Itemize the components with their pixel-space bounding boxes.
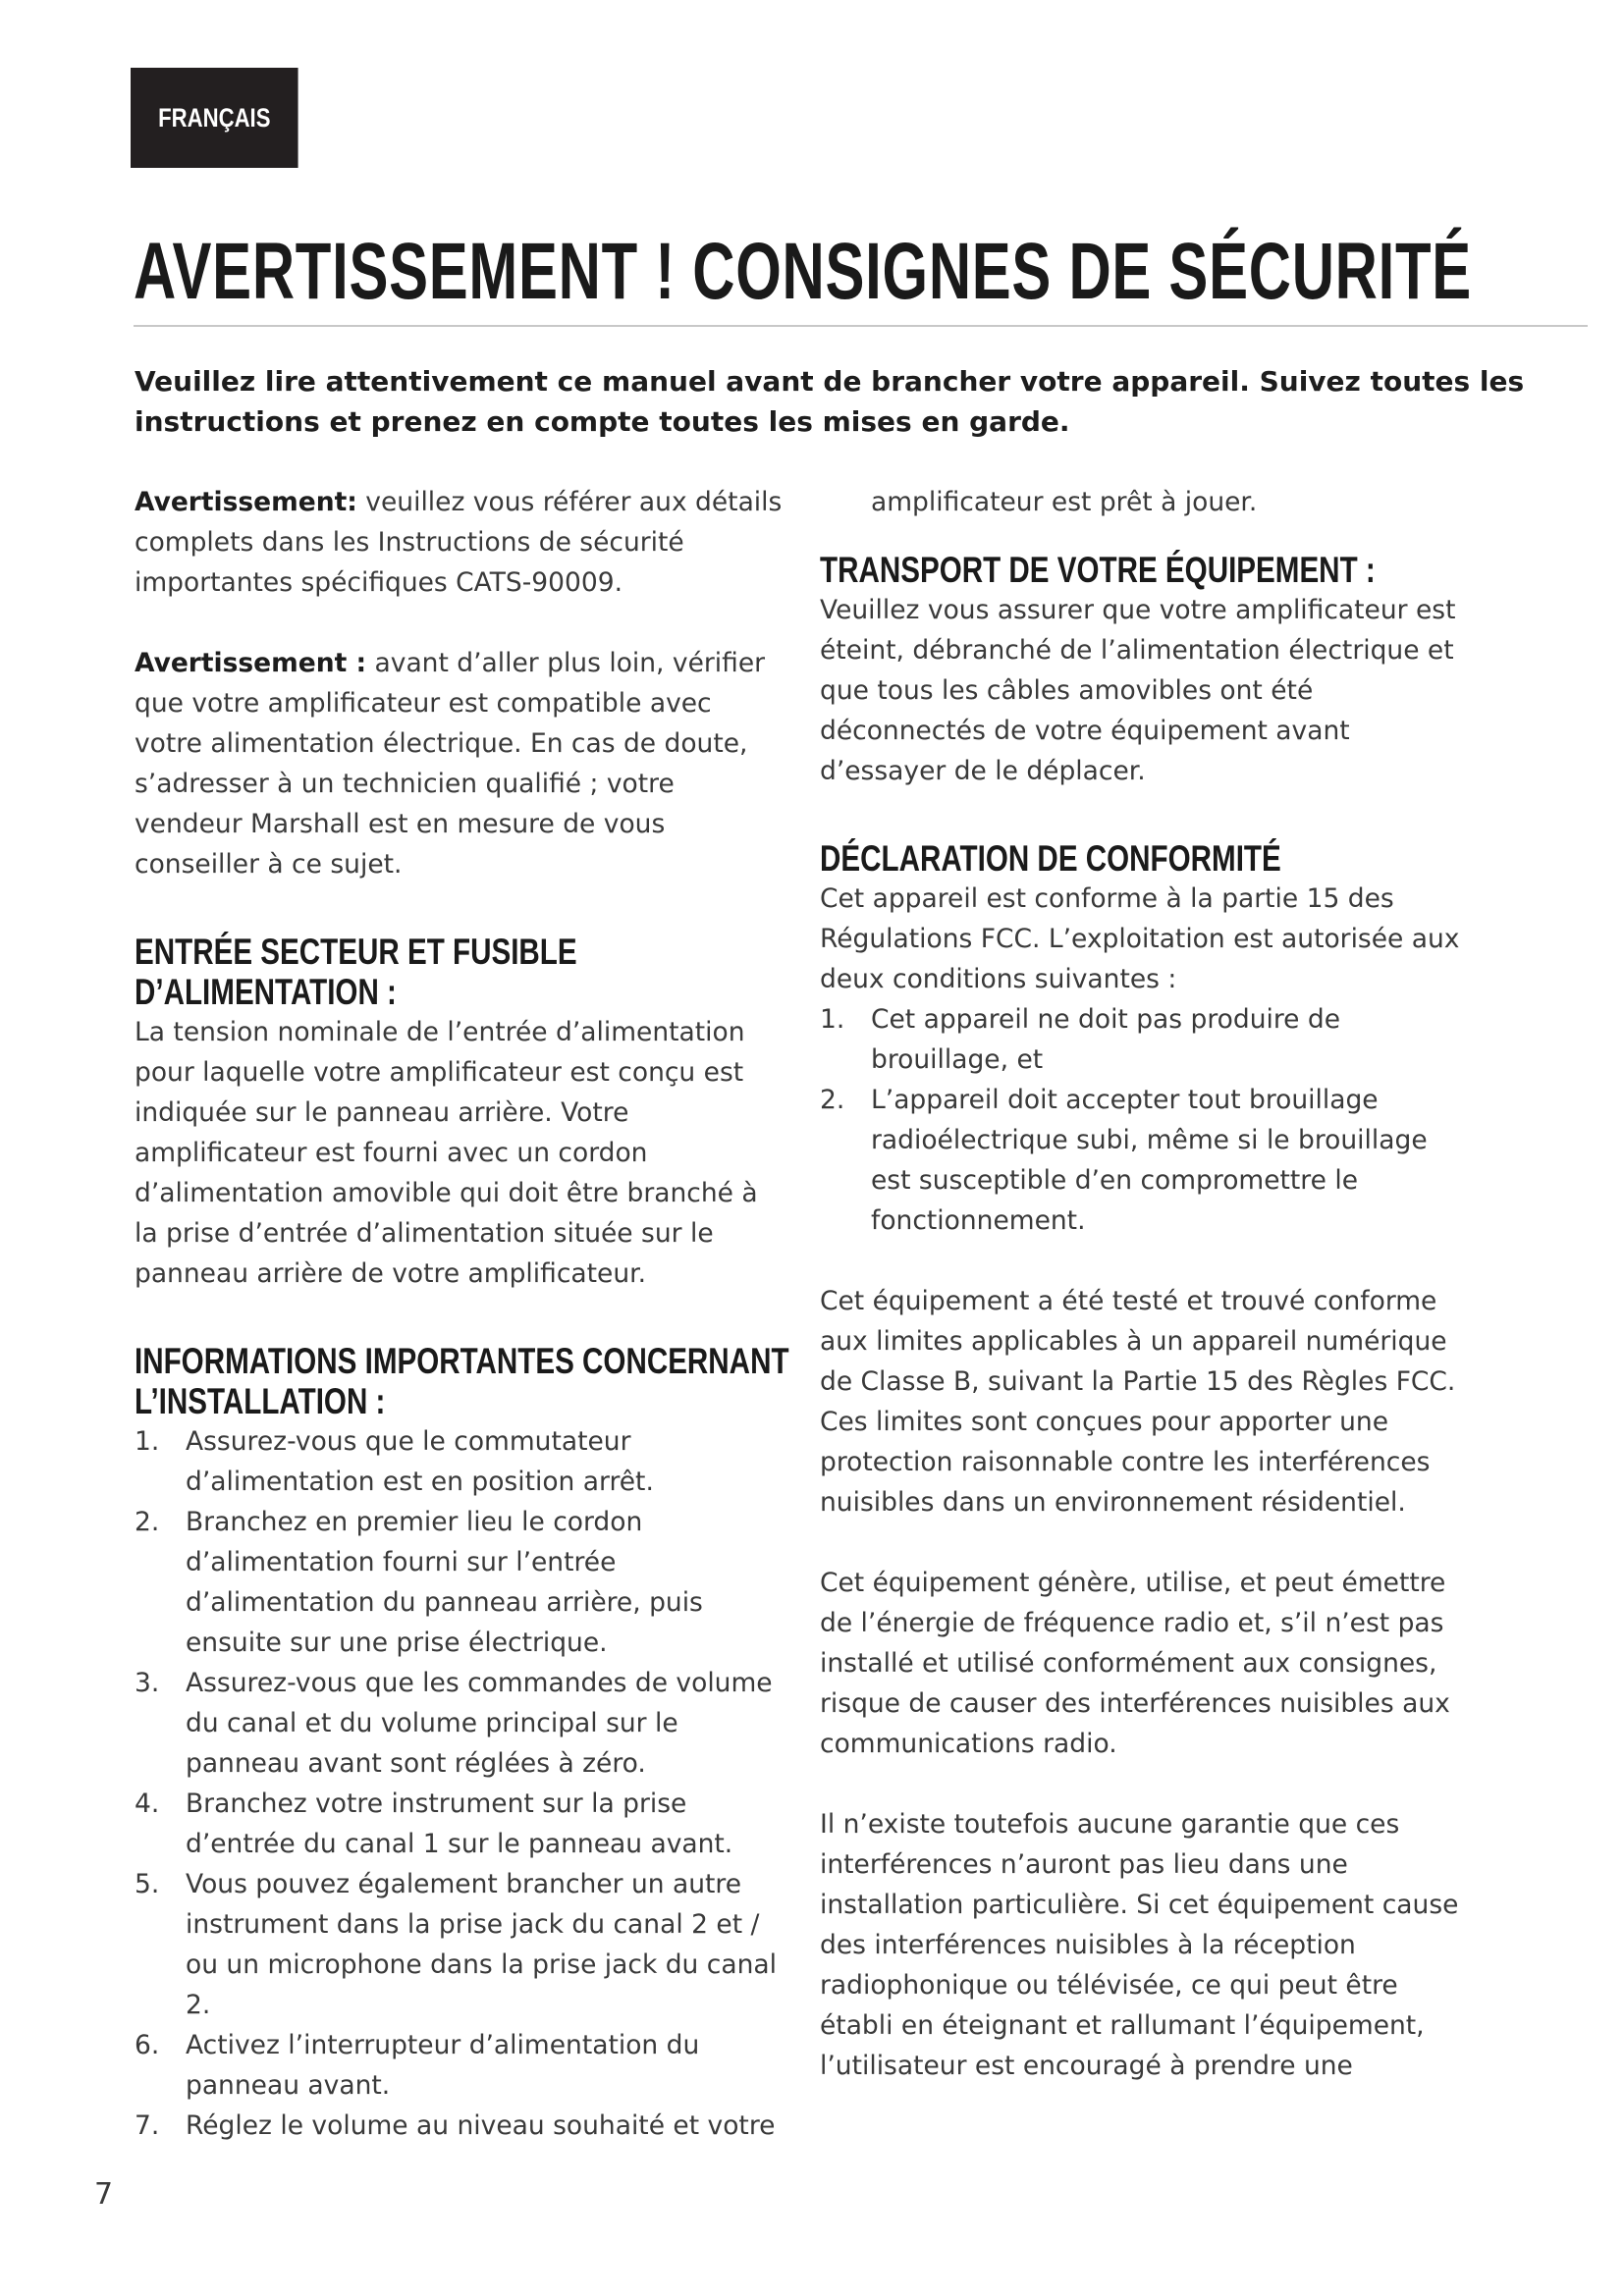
list-text: Branchez en premier lieu le cordon d’alimentation fourni sur l’entrée d’alimentation du panneau arrière, puis ensuite sur une prise électrique. bbox=[186, 1507, 703, 1658]
transport-paragraph: Veuillez vous assurer que votre amplificateur est éteint, débranché de l’alimentation électrique et que tous les câbles amovibles ont été déconnectés de votre équipement avant d’essayer de le déplacer. bbox=[820, 595, 1456, 786]
tested-paragraph: Cet équipement a été testé et trouvé conforme aux limites applicables à un appareil numérique de Classe B, suivant la Partie 15 des Règles FCC. Ces limites sont conçues pour apporter une protection raisonnable contre les interférences nuisibles dans un environnement résidentiel. bbox=[820, 1286, 1456, 1518]
list-text: Activez l’interrupteur d’alimentation du panneau avant. bbox=[186, 2030, 700, 2101]
list-number: 2. bbox=[820, 1085, 845, 1115]
page-title: AVERTISSEMENT ! CONSIGNES DE SÉCURITÉ bbox=[134, 227, 1472, 316]
list-text: Assurez-vous que les commandes de volume du canal et du volume principal sur le panneau avant sont réglées à zéro. bbox=[186, 1668, 773, 1779]
list-text: Vous pouvez également brancher un autre instrument dans la prise jack du canal 2 et / ou un microphone dans la prise jack du canal 2. bbox=[186, 1869, 777, 2020]
list-item bbox=[135, 1502, 783, 1663]
list-text: Réglez le volume au niveau souhaité et votre bbox=[186, 2110, 776, 2141]
warning-text: avant d’aller plus loin, vérifier que votre amplificateur est compatible avec votre alimentation électrique. En cas de doute, s’adresser à un technicien qualifié ; votre vendeur Marshall est en mesure de vous conseiller à ce sujet. bbox=[135, 648, 766, 880]
conformity-conditions bbox=[820, 999, 1468, 1241]
list-item bbox=[135, 1784, 783, 1864]
list-item bbox=[820, 999, 1468, 1080]
list-number: 1. bbox=[135, 1426, 160, 1457]
list-number: 7. bbox=[135, 2110, 160, 2141]
list-number: 4. bbox=[135, 1789, 160, 1819]
warning-label: Avertissement: bbox=[135, 487, 357, 517]
list-number: 1. bbox=[820, 1004, 845, 1035]
list-text: L’appareil doit accepter tout brouillage radioélectrique subi, même si le brouillage est susceptible d’en compromettre le fonctionnement. bbox=[871, 1085, 1428, 1236]
list-item bbox=[135, 1663, 783, 1784]
mains-heading-line-2: D’ALIMENTATION : bbox=[135, 972, 397, 1012]
continuation-text: amplificateur est prêt à jouer. bbox=[871, 487, 1258, 517]
list-number: 6. bbox=[135, 2030, 160, 2060]
installation-heading-line-1: INFORMATIONS IMPORTANTES CONCERNANT bbox=[135, 1341, 789, 1381]
language-tab: FRANÇAIS bbox=[131, 68, 298, 168]
list-text: Cet appareil ne doit pas produire de brouillage, et bbox=[871, 1004, 1341, 1075]
mains-heading bbox=[135, 932, 653, 1012]
mains-heading-line-1: ENTRÉE SECTEUR ET FUSIBLE bbox=[135, 932, 577, 972]
list-item bbox=[135, 2025, 783, 2106]
transport-heading: TRANSPORT DE VOTRE ÉQUIPEMENT : bbox=[820, 550, 1376, 590]
conformity-heading: DÉCLARATION DE CONFORMITÉ bbox=[820, 838, 1281, 879]
list-text: Assurez-vous que le commutateur d’alimentation est en position arrêt. bbox=[186, 1426, 654, 1497]
warning-text: veuillez vous référer aux détails complets dans les Instructions de sécurité importantes spécifiques CATS-90009. bbox=[135, 487, 783, 598]
title-divider bbox=[134, 325, 1588, 327]
left-column bbox=[135, 482, 789, 2146]
installation-heading bbox=[135, 1341, 789, 1421]
emission-paragraph: Cet équipement génère, utilise, et peut émettre de l’énergie de fréquence radio et, s’il n’est pas installé et utilisé conformément aux consignes, risque de causer des interférences nuisibles aux communications radio. bbox=[820, 1568, 1450, 1759]
list-text: Branchez votre instrument sur la prise d’entrée du canal 1 sur le panneau avant. bbox=[186, 1789, 733, 1859]
installation-steps bbox=[135, 1421, 783, 2146]
list-item bbox=[820, 1080, 1468, 1241]
list-number: 5. bbox=[135, 1869, 160, 1899]
intro-paragraph: Veuillez lire attentivement ce manuel avant de brancher votre appareil. Suivez toutes les instructions et prenez en compte toutes les mises en garde. bbox=[135, 365, 1525, 438]
warning-paragraph-2 bbox=[135, 643, 783, 884]
installation-heading-line-2: L’INSTALLATION : bbox=[135, 1381, 386, 1421]
conformity-paragraph: Cet appareil est conforme à la partie 15 des Régulations FCC. L’exploitation est autorisée aux deux conditions suivantes : bbox=[820, 883, 1460, 994]
warning-paragraph-1 bbox=[135, 482, 783, 603]
list-number: 2. bbox=[135, 1507, 160, 1537]
warning-label: Avertissement : bbox=[135, 648, 367, 678]
list-number: 3. bbox=[135, 1668, 160, 1698]
list-item bbox=[135, 2106, 783, 2146]
guarantee-paragraph: Il n’existe toutefois aucune garantie que ces interférences n’auront pas lieu dans une installation particulière. Si cet équipement cause des interférences nuisibles à la réception radiophonique ou télévisée, ce qui peut être établi en éteignant et rallumant l’équipement, l’utilisateur est encouragé à prendre une bbox=[820, 1809, 1459, 2081]
right-column bbox=[820, 482, 1468, 2086]
page-number: 7 bbox=[94, 2177, 114, 2212]
list-item bbox=[135, 1864, 783, 2025]
list-item bbox=[135, 1421, 783, 1502]
mains-paragraph: La tension nominale de l’entrée d’alimentation pour laquelle votre amplificateur est conçu est indiquée sur le panneau arrière. Votre amplificateur est fourni avec un cordon d’alimentation amovible qui doit être branché à la prise d’entrée d’alimentation située sur le panneau arrière de votre amplificateur. bbox=[135, 1017, 758, 1289]
